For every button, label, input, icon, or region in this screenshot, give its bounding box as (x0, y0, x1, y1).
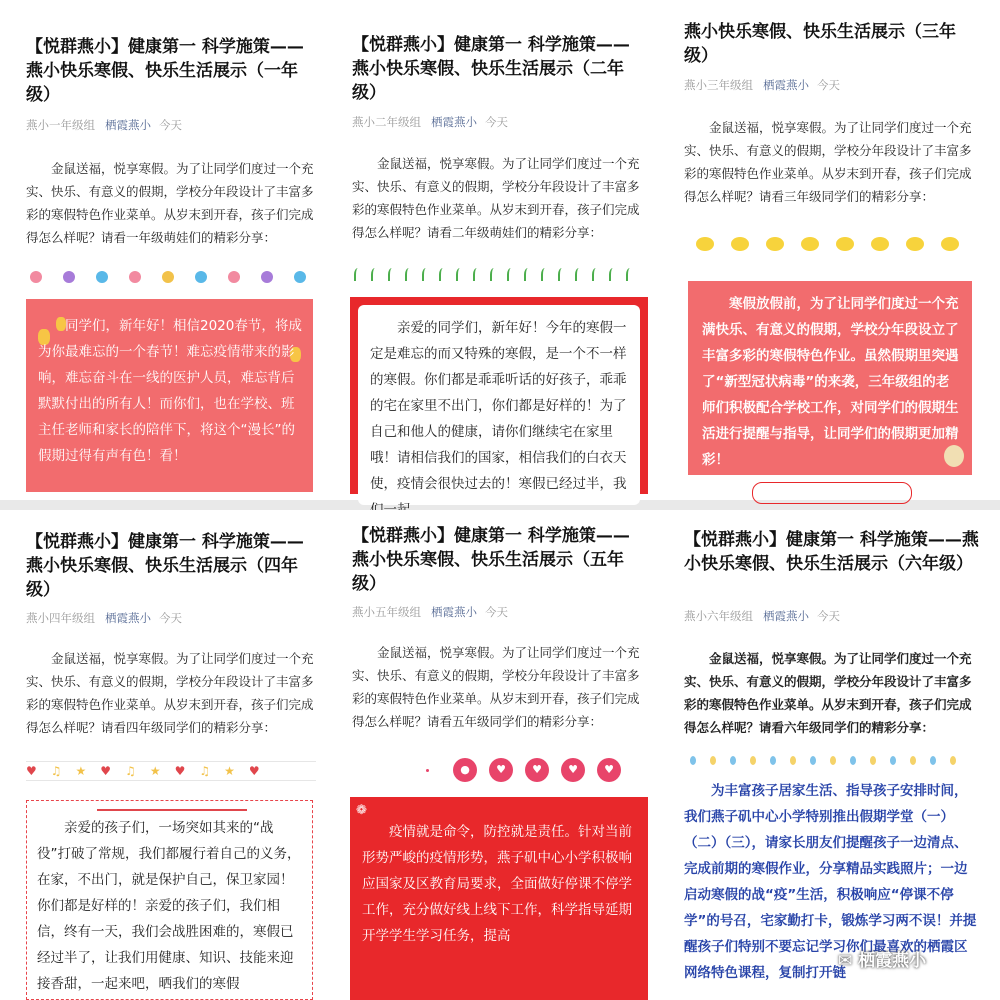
raindrop-icon (870, 756, 876, 765)
article-intro: 金鼠送福，悦享寒假。为了让同学们度过一个充实、快乐、有意义的假期，学校分年段设计了丰富多彩的寒假特色作业菜单。从岁末到开春，孩子们完成得怎么样呢？请看四年级同学们的精彩分享： (26, 651, 314, 735)
article-intro: 金鼠送福，悦享寒假。为了让同学们度过一个充实、快乐、有意义的假期，学校分年段设计了丰富多彩的寒假特色作业菜单。从岁末到开春，孩子们完成得怎么样呢？请看二年级萌娃们的精彩分享： (352, 156, 640, 240)
wechat-icon: ✉ (838, 951, 859, 971)
sprout-icon (354, 268, 362, 281)
heart-icon: ♥ (26, 764, 37, 778)
watermark-text: 栖霞燕小 (858, 951, 927, 971)
star-icon: ★ (149, 764, 161, 778)
sprout-icon (422, 268, 430, 281)
sprout-icon (575, 268, 583, 281)
note-icon: ♫ (50, 764, 62, 778)
raindrop-icon (890, 756, 896, 765)
raindrop-icon (950, 756, 956, 765)
heart-circle-icon: ♥ (525, 758, 549, 782)
panel-paper (358, 305, 640, 505)
raindrop-icon (850, 756, 856, 765)
article-intro: 金鼠送福，悦享寒假。为了让同学们度过一个充实、快乐、有意义的假期，学校分年段设计了丰富多彩的寒假特色作业菜单。从岁末到开春，孩子们完成得怎么样呢？请看三年级同学们的精彩分享： (684, 120, 972, 204)
raindrop-icon (710, 756, 716, 765)
flower-icon (195, 271, 207, 283)
flower-divider (30, 271, 327, 283)
group-name: 燕小二年级组 (352, 115, 421, 129)
article-card-grade-6[interactable] (660, 510, 1000, 1000)
heart-garland (97, 801, 247, 811)
flower-icon (261, 271, 273, 283)
article-card-grade-4[interactable] (0, 510, 330, 1000)
flower-icon (96, 271, 108, 283)
lemon-icon (731, 237, 749, 251)
panel-text: 同学们，新年好！相信2020春节，将成为你最难忘的一个春节！难忘疫情带来的影响，难忘奋斗在一线的医护人员，难忘背后默默付出的所有人！而你们，也在学校、班主任老师和家长的陪伴下，将这个“漫长”的假期过得有声有色！看！ (38, 318, 302, 464)
raindrop-icon (930, 756, 936, 765)
raindrop-icon (750, 756, 756, 765)
lemon-icon (871, 237, 889, 251)
article-card-grade-5[interactable] (330, 510, 660, 1000)
lemon-icon (801, 237, 819, 251)
panel-text: 寒假放假前，为了让同学们度过一个充满快乐、有意义的假期，学校分年段设立了丰富多彩的寒假特色作业。虽然假期里突遇了“新型冠状病毒”的来袭，三年级组的老师们积极配合学校工作，对同学们的假期生活进行提醒与指导，让同学们的假期更加精彩！ (702, 296, 959, 468)
dot-icon (426, 769, 429, 772)
greeting-panel (26, 299, 313, 492)
sprout-icon (439, 268, 447, 281)
article-title[interactable]: 燕小快乐寒假、快乐生活展示（三年级） (684, 22, 956, 66)
group-name: 燕小四年级组 (26, 611, 95, 625)
lemon-icon (836, 237, 854, 251)
sprout-icon (626, 268, 634, 281)
heart-circle-icon: ♥ (561, 758, 585, 782)
article-card-grade-2[interactable] (330, 0, 660, 500)
group-name: 燕小五年级组 (352, 605, 421, 619)
account-link[interactable]: 栖霞燕小 (105, 118, 151, 132)
lemon-divider (696, 237, 976, 251)
sprout-icon (388, 268, 396, 281)
article-card-grade-3[interactable] (660, 0, 1000, 500)
publish-time: 今天 (159, 118, 182, 132)
article-intro: 金鼠送福，悦享寒假。为了让同学们度过一个充实、快乐、有意义的假期，学校分年段设计了丰富多彩的寒假特色作业菜单。从岁末到开春，孩子们完成得怎么样呢？请看五年级同学们的精彩分享： (352, 645, 640, 729)
greeting-panel (26, 800, 313, 1000)
article-intro: 金鼠送福，悦享寒假。为了让同学们度过一个充实、快乐、有意义的假期，学校分年段设计了丰富多彩的寒假特色作业菜单。从岁末到开春，孩子们完成得怎么样呢？请看一年级萌娃们的精彩分享： (26, 161, 314, 245)
article-title[interactable]: 【悦群燕小】健康第一 科学施策——燕小快乐寒假、快乐生活展示（六年级） (684, 530, 979, 574)
article-title[interactable]: 【悦群燕小】健康第一 科学施策——燕小快乐寒假、快乐生活展示（四年级） (26, 532, 304, 600)
article-meta (684, 608, 840, 624)
heart-circle-icon: ● (453, 758, 477, 782)
lemon-icon (906, 237, 924, 251)
lemon-icon (696, 237, 714, 251)
wechat-watermark (838, 946, 926, 971)
raindrop-icon (770, 756, 776, 765)
sprout-icon (609, 268, 617, 281)
flower-icon (30, 271, 42, 283)
publish-time: 今天 (817, 609, 840, 623)
account-link[interactable]: 栖霞燕小 (105, 611, 151, 625)
sprout-icon (490, 268, 498, 281)
article-meta (684, 77, 840, 93)
heart-star-divider (26, 761, 316, 781)
flower-icon (228, 271, 240, 283)
raindrop-icon (790, 756, 796, 765)
heart-circle-divider (426, 758, 633, 782)
sprout-icon (456, 268, 464, 281)
group-name: 燕小三年级组 (684, 78, 753, 92)
article-title[interactable]: 【悦群燕小】健康第一 科学施策——燕小快乐寒假、快乐生活展示（五年级） (352, 526, 630, 594)
account-link[interactable]: 栖霞燕小 (431, 115, 477, 129)
heart-circle-icon: ♥ (489, 758, 513, 782)
heart-icon: ♥ (100, 764, 112, 778)
sprout-icon (371, 268, 379, 281)
raindrop-icon (730, 756, 736, 765)
panel-text: 疫情就是命令，防控就是责任。针对当前形势严峻的疫情形势，燕子矶中心小学积极响应国家及区教育局要求，全面做好停课不停学工作，充分做好线上线下工作，科学指导延期开学学生学习任务，提高 (362, 824, 632, 944)
flower-icon (162, 271, 174, 283)
article-intro: 金鼠送福，悦享寒假。为了让同学们度过一个充实、快乐、有意义的假期，学校分年段设计了丰富多彩的寒假特色作业菜单。从岁末到开春，孩子们完成得怎么样呢？请看六年级同学们的精彩分享： (684, 651, 972, 735)
panel-text: 亲爱的同学们，新年好！今年的寒假一定是难忘的而又特殊的寒假，是一个不一样的寒假。你们都是乖乖听话的好孩子，乖乖的宅在家里不出门，你们都是好样的！为了自己和他人的健康，请你们继续宅在家里哦！请相信我们的国家，相信我们的白衣天使，疫情会很快过去的！寒假已经过半，我 (370, 320, 627, 492)
lemon-icon (941, 237, 959, 251)
publish-time: 今天 (485, 605, 508, 619)
notice-panel (684, 778, 984, 1000)
panel-text: 为丰富孩子居家生活、指导孩子安排时间，我们燕子矶中心小学特别推出假期学堂（一）（二）（三），请家长朋友们提醒孩子一边清点、完成前期的寒假作业，分享精品实践照片；一边启动寒假的战“疫”生活，积极响应“停课不停学”的号召，宅家勤打卡，锻炼学习两不误！并提醒孩子们特别不要忘记学习你们最喜欢的栖霞区网络特色课程，复制打开链 (684, 783, 977, 981)
sprout-icon (507, 268, 515, 281)
greeting-panel (688, 281, 972, 475)
heart-circle-icon: ♥ (597, 758, 621, 782)
sprout-divider (354, 268, 643, 281)
flower-icon (63, 271, 75, 283)
article-title[interactable]: 【悦群燕小】健康第一 科学施策——燕小快乐寒假、快乐生活展示（二年级） (352, 35, 630, 103)
group-name: 燕小一年级组 (26, 118, 95, 132)
notice-panel (350, 797, 648, 1000)
star-icon: ★ (75, 764, 87, 778)
raindrop-icon (690, 756, 696, 765)
article-title[interactable]: 【悦群燕小】健康第一 科学施策——燕小快乐寒假、快乐生活展示（一年级） (26, 37, 304, 105)
article-meta (352, 604, 508, 620)
raindrop-icon (810, 756, 816, 765)
heart-icon: ♥ (248, 764, 260, 778)
sprout-icon (592, 268, 600, 281)
publish-time: 今天 (817, 78, 840, 92)
star-icon: ★ (224, 764, 235, 778)
sprout-icon (524, 268, 532, 281)
ribbon-icon: ❁ (356, 803, 367, 818)
more-button[interactable] (752, 482, 912, 504)
sprout-icon (541, 268, 549, 281)
raindrop-icon (830, 756, 836, 765)
article-meta (26, 610, 182, 626)
lemon-icon (766, 237, 784, 251)
heart-icon: ♥ (174, 764, 186, 778)
note-icon: ♫ (199, 764, 211, 778)
flower-icon (294, 271, 306, 283)
panel-text: 亲爱的孩子们，一场突如其来的“战役”打破了常规，我们都履行着自己的义务，在家，不出门，就是保护自己，保卫家园！你们都是好样的！亲爱的孩子们，我们相信，终有一天，我们会战胜困难的，寒假已经过半了，让我们用健康、知识、技能来迎接香甜，一起来吧，晒我们的寒假 (37, 820, 301, 992)
group-name: 燕小六年级组 (684, 609, 753, 623)
publish-time: 今天 (485, 115, 508, 129)
mouse-icon (944, 445, 964, 467)
account-link[interactable]: 栖霞燕小 (763, 78, 809, 92)
publish-time: 今天 (159, 611, 182, 625)
article-card-grade-1[interactable] (0, 0, 330, 500)
greeting-panel (350, 297, 648, 494)
article-meta (26, 117, 182, 133)
sprout-icon (473, 268, 481, 281)
account-link[interactable]: 栖霞燕小 (763, 609, 809, 623)
sprout-icon (558, 268, 566, 281)
account-link[interactable]: 栖霞燕小 (431, 605, 477, 619)
note-icon: ♫ (125, 764, 136, 778)
raindrop-divider (690, 756, 970, 765)
flower-icon (129, 271, 141, 283)
raindrop-icon (910, 756, 916, 765)
sprout-icon (405, 268, 413, 281)
article-meta (352, 114, 508, 130)
